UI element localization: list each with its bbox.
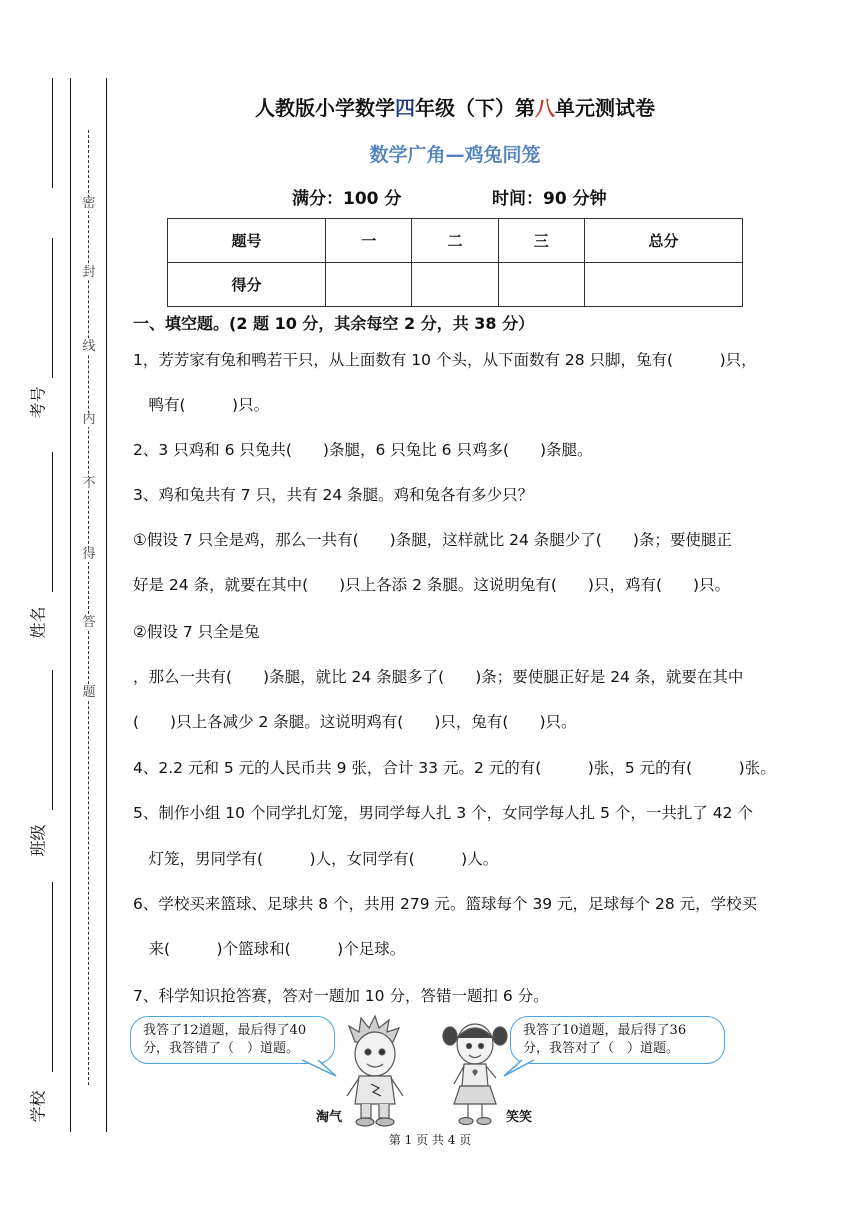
score-input-cell[interactable]	[326, 263, 412, 307]
table-row	[168, 263, 743, 307]
name-line	[52, 452, 53, 592]
speech-bubble-right	[510, 1016, 725, 1064]
question-line: 鸭有( )只。	[133, 396, 270, 414]
question-line: 来( )个篮球和( )个足球。	[133, 940, 406, 958]
school-line	[52, 882, 53, 1072]
table-cell: 二	[412, 219, 498, 263]
seal-char: 线	[82, 339, 96, 354]
bubble-text: 我答了12道题，最后得了40	[143, 1023, 307, 1038]
top-line	[52, 78, 53, 188]
question-line: 6、学校买来篮球、足球共 8 个，共用 279 元。篮球每个 39 元，足球每个 28 元，学校买	[133, 895, 758, 913]
speech-bubble-left	[130, 1016, 335, 1064]
score-input-cell[interactable]	[498, 263, 584, 307]
table-cell: 题号	[168, 219, 326, 263]
class-label: 班级	[28, 824, 48, 857]
boy-illustration	[335, 1014, 415, 1129]
girl-illustration	[440, 1016, 510, 1128]
question-line: ，那么一共有( )条腿，就比 24 条腿多了( )条；要使腿正好是 24 条，就要在其中	[133, 668, 744, 686]
page-number: 第 1 页 共 4 页	[388, 1133, 472, 1147]
section-title: 一、填空题。(2 题 10 分，其余每空 2 分，共 38 分）	[133, 314, 535, 333]
bubble-text: 分，我答错了（ ）道题。	[143, 1041, 300, 1056]
name-label: 姓名	[28, 606, 48, 639]
question-line: 1，芳芳家有兔和鸭若干只，从上面数有 10 个头，从下面数有 28 只脚，兔有( )只，	[133, 351, 757, 369]
question-line: 灯笼，男同学有( )人，女同学有( )人。	[133, 850, 499, 868]
question-line: 好是 24 条，就要在其中( )只上各添 2 条腿。这说明兔有( )只，鸡有( )只。	[133, 576, 731, 594]
binding-line-outer	[70, 78, 71, 1132]
page-subtitle: 数学广角—鸡兔同笼	[369, 144, 541, 166]
table-row	[168, 219, 743, 263]
exam-number-label: 考号	[28, 386, 48, 419]
question-line: ①假设 7 只全是鸡，那么一共有( )条腿，这样就比 24 条腿少了( )条；要使腿正	[133, 531, 732, 549]
question-line: 7、科学知识抢答赛，答对一题加 10 分，答错一题扣 6 分。	[133, 987, 549, 1005]
score-table	[167, 218, 743, 307]
exam-number-line	[52, 238, 53, 378]
school-label: 学校	[28, 1090, 48, 1123]
seal-char: 题	[82, 685, 96, 700]
seal-char: 不	[82, 476, 96, 491]
question-line: ②假设 7 只全是兔	[133, 623, 260, 641]
full-score: 满分：100 分	[292, 189, 402, 209]
girl-name: 笑笑	[506, 1110, 533, 1125]
boy-name: 淘气	[316, 1110, 343, 1125]
question-line: 2、3 只鸡和 6 只兔共( )条腿，6 只兔比 6 只鸡多( )条腿。	[133, 441, 593, 459]
score-input-cell[interactable]	[412, 263, 498, 307]
question-line: 3、鸡和兔共有 7 只，共有 24 条腿。鸡和兔各有多少只？	[133, 486, 534, 504]
table-cell: 总分	[584, 219, 742, 263]
page-title: 人教版小学数学四年级（下）第八单元测试卷	[255, 96, 655, 120]
question-line: 4、2.2 元和 5 元的人民币共 9 张，合计 33 元。2 元的有( )张，5 元的有( )张。	[133, 759, 776, 777]
score-input-cell[interactable]	[584, 263, 742, 307]
bubble-text: 我答了10道题，最后得了36	[523, 1023, 687, 1038]
bubble-text: 分，我答对了（ ）道题。	[523, 1041, 680, 1056]
table-cell: 得分	[168, 263, 326, 307]
class-line	[52, 670, 53, 810]
seal-char: 答	[82, 615, 96, 630]
seal-char: 得	[82, 547, 96, 562]
table-cell: 三	[498, 219, 584, 263]
exam-time: 时间：90 分钟	[492, 189, 607, 209]
binding-line-inner	[106, 78, 107, 1132]
seal-char: 内	[82, 412, 96, 427]
seal-char: 封	[82, 265, 96, 280]
bubble-tail-left	[300, 1058, 340, 1080]
seal-char: 密	[82, 196, 96, 211]
table-cell: 一	[326, 219, 412, 263]
question-line: ( )只上各减少 2 条腿。这说明鸡有( )只，兔有( )只。	[133, 713, 577, 731]
question-line: 5、制作小组 10 个同学扎灯笼，男同学每人扎 3 个，女同学每人扎 5 个，一共扎了 42 个	[133, 804, 753, 822]
